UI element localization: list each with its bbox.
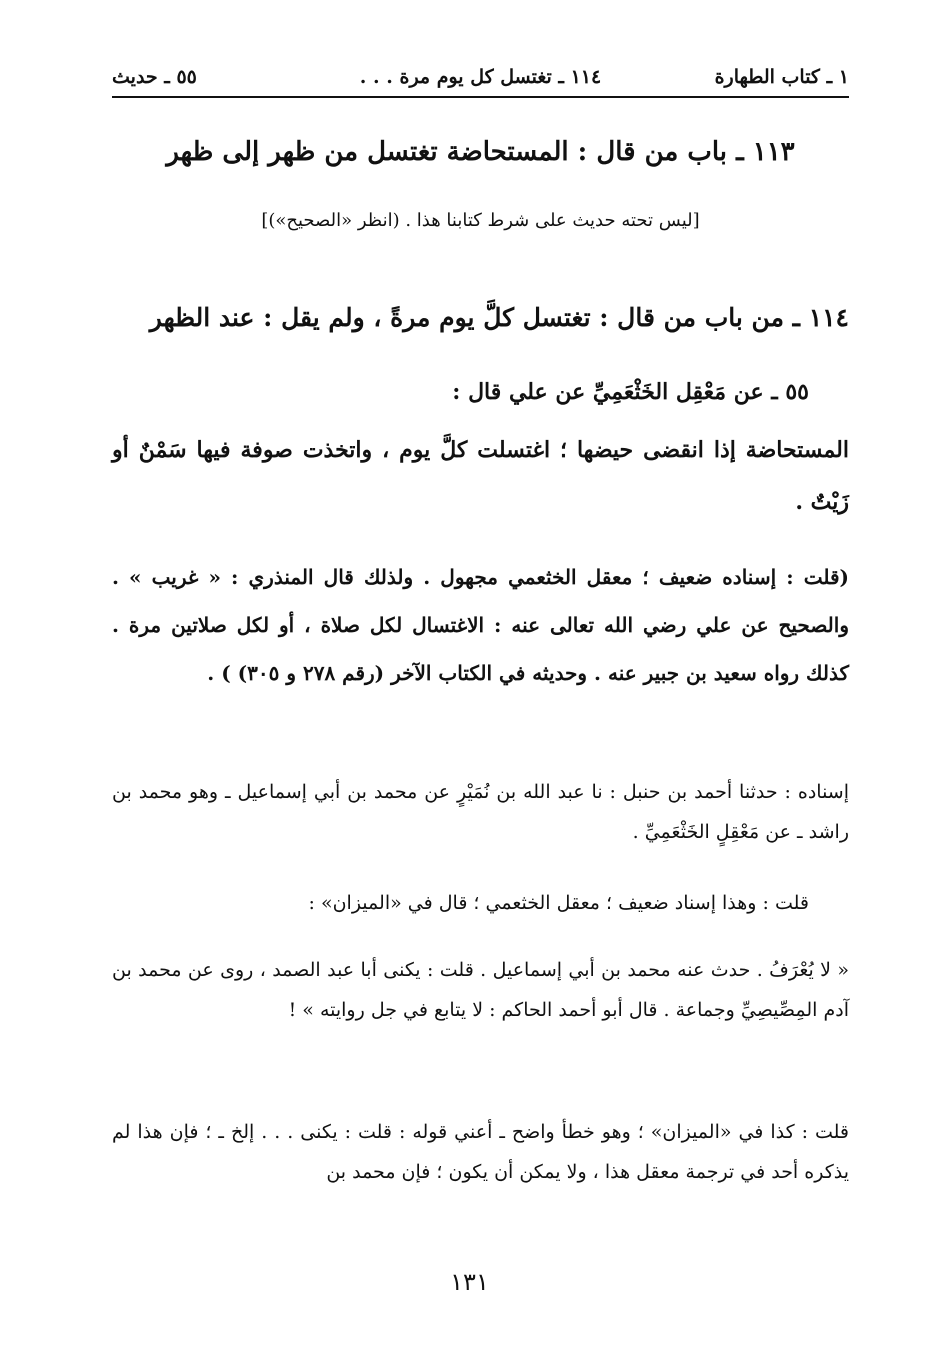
chapter-114-title: ١١٤ ـ من باب من قال : تغتسل كلَّ يوم مرةً ، ولم يقل : عند الظهر [149,303,849,332]
correction-paragraph: قلت : كذا في «الميزان» ؛ وهو خطأ واضح ـ أعني قوله : قلت : يكنى . . . إلخ ـ ؛ فإن هذا لم يذكره أحد في ترجمة معقل هذا ، ولا يمكن أن يكون ؛ فإن محمد بن [112,1121,849,1183]
chapter-113-note: [ليس تحته حديث على شرط كتابنا هذا . (انظر «الصحيح»)] [261,210,700,231]
page-number: ١٣١ [450,1268,489,1296]
header-hadith-number: ٥٥ ـ حديث [112,66,197,88]
header-chapter-title: ١١٤ ـ تغتسل كل يوم مرة . . . [359,66,602,88]
running-header [112,58,849,98]
mizan-quote: « لا يُعْرَفُ . حدث عنه محمد بن أبي إسماعيل . قلت : يكنى أبا عبد الصمد ، روى عن محمد بن آدم المِصِّيصِيِّ وجماعة . قال أبو أحمد الحاكم : لا يتابع في جل روايته » ! [112,959,849,1021]
isnad-paragraph: إسناده : حدثنا أحمد بن حنبل : نا عبد الله بن نُمَيْرٍ عن محمد بن أبي إسماعيل ـ وهو محمد بن راشد ـ عن مَعْقِلٍ الخَثْعَمِيِّ . [112,781,849,843]
hadith-text: المستحاضة إذا انقضى حيضها ؛ اغتسلت كلَّ يوم ، واتخذت صوفة فيها سَمْنٌ أو زَيْتٌ . [112,437,849,515]
header-book-title: ١ ـ كتاب الطهارة [714,66,849,88]
chapter-113-title: ١١٣ ـ باب من قال : المستحاضة تغتسل من ظهر إلى ظهر [166,137,795,167]
hadith-intro: ٥٥ ـ عن مَعْقِل الخَثْعَمِيِّ عن علي قال : [452,379,809,405]
weakness-note: قلت : وهذا إسناد ضعيف ؛ معقل الخثعمي ؛ قال في «الميزان» : [308,892,809,914]
commentary-paragraph: (قلت : إسناده ضعيف ؛ معقل الخثعمي مجهول . ولذلك قال المنذري : « غريب » . والصحيح عن علي رضي الله تعالى عنه : الاغتسال لكل صلاة ، أو لكل صلاتين مرة . كذلك رواه سعيد بن جبير عنه . وحديثه في الكتاب الآخر (رقم ٢٧٨ و ٣٠٥) ) . [112,565,849,685]
